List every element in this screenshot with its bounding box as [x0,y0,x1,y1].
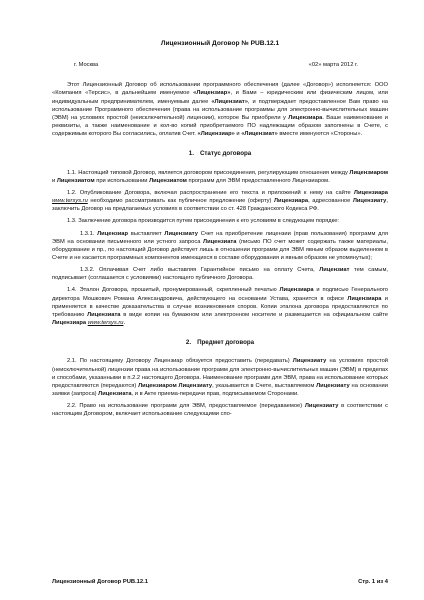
section-1-number: 1. [188,150,194,158]
city: г. Москва [74,62,99,69]
footer-document-name: Лицензионный Договор PUB.12.1 [52,579,148,585]
clause-1-3: 1.3. Заключение договора производится путем присоединения к его условиям в следующем порядке: [67,218,339,225]
clause-2-2: 2.2. Право на использование программ для ЭВМ, предоставляемое (передаваемое) Лицензиату в соответствии с настоящим Договором, включает использование следующими спо- [52,403,388,418]
clause-1-4: 1.4. Эталон Договора, прошитый, пронумерованный, скрепленный печатью Лицензиара и подписью Генерального директора Мошкович Романа Александровича, действующего на основании Устава, хранится в офисе Лицензиара и применяется в качестве доказательства в случае возникновения споров. Копии эталона договора предоставляются по требованию Лицензиата в виде копии на бумажном или электронном носителе и размещается на официальном сайте Лицензиара www.tersys.ru. [52,287,388,327]
section-2-title: Предмет договора [197,339,255,347]
clause-1-3-1: 1.3.1. Лицензиар выставляет Лицензиату Счет на приобретение лицензии (прав пользования) программ для ЭВМ на основании письменного или устного запроса Лицензиата (письмо ПО счет может содержать также материалы, оборудование и пр., по настоящий Договор действует лишь в отношении программ для ЭВМ явным образом выделенном в Счете и не касается программных компонентов имеющихся в составе оборудования и явным образом не упомянутых); [52,230,388,261]
section-1-title: Статус договора [199,150,252,158]
clause-1-2: 1.2. Опубликование Договора, включая распространение его текста и приложений к нему на сайте Лицензиара www.tersys.ru необходимо рассматривать как публичное предложение (оферту) Лицензиара, адресованное Лицензиату, заключить Договор на предлагаемых условиях в соответствии со ст. 428 Гражданского Кодекса РФ. [52,189,388,213]
city-date-row [52,61,388,69]
section-2-heading [52,339,388,347]
page-footer [52,578,388,586]
page-number: Стр. 1 из 4 [358,579,388,585]
document-title: Лицензионный Договор № PUB.12.1 [160,40,280,47]
clause-1-3-2: 1.3.2. Оплачивая Счет либо выставляя Гарантийное письмо на оплату Счета, Лицензиат тем самым, подписывает (соглашается с условиями) настоящего публичного Договора. [52,267,388,282]
tersys-website-link[interactable]: www.tersys.ru [87,320,124,327]
section-2-number: 2. [185,339,192,347]
intro-paragraph: Этот Лицензионный Договор об использовании программного обеспечения (далее «Договор») исполняется: ООО «Компания «Терсис», в дальнейшем именуемое «Лицензиар», и Вами – юридическим или физическим лицом, или индивидуальным предпринимателем, именуемым далее «Лицензиат», и подтверждает предоставленное Вам право на использование Программного обеспечения (права на использование программы для электронно-вычислительных машин (ЭВМ) на условиях простой (неисключительной) лицензии), которое Вы приобрели у Лицензиара. Ваше наименование и реквизиты, а также наименование и кол-во копий приобретаемого ПО надлежащим образом заполнены в Счете, с содержимым которого Вы согласились, оплатив Счет. «Лицензиар» и «Лицензиат» вместе именуются «Стороны». [52,82,388,138]
tersys-website-link[interactable]: www.tersys.ru [52,198,88,205]
clause-1-1: 1.1. Настоящий типовой Договор, является договором присоединения, регулирующим отношения между Лицензиаром и Лицензиатом при использовании Лицензиатом программ для ЭВМ предоставленного Лицензиаром. [52,169,388,184]
section-1-heading [52,150,388,158]
contract-date: «02» марта 2012 г. [308,62,358,69]
clause-2-1: 2.1. По настоящему Договору Лицензиар обязуется предоставить (передавать) Лицензиату на условиях простой (неисключительной) лицензии права на использование программ для электронно-вычислительных машин (ЭВМ) в пределах и способами, указанными в п.2.2 настоящего Договора. Наименование программ для ЭВМ, права на использование которых предоставляются (передаются) Лицензиаром Лицензиату, указывается в Счете, выставляемом Лицензиату на основании заявки (запроса) Лицензиата, и в Акте приема-передачи прав, подписываемом Сторонами. [52,358,389,397]
